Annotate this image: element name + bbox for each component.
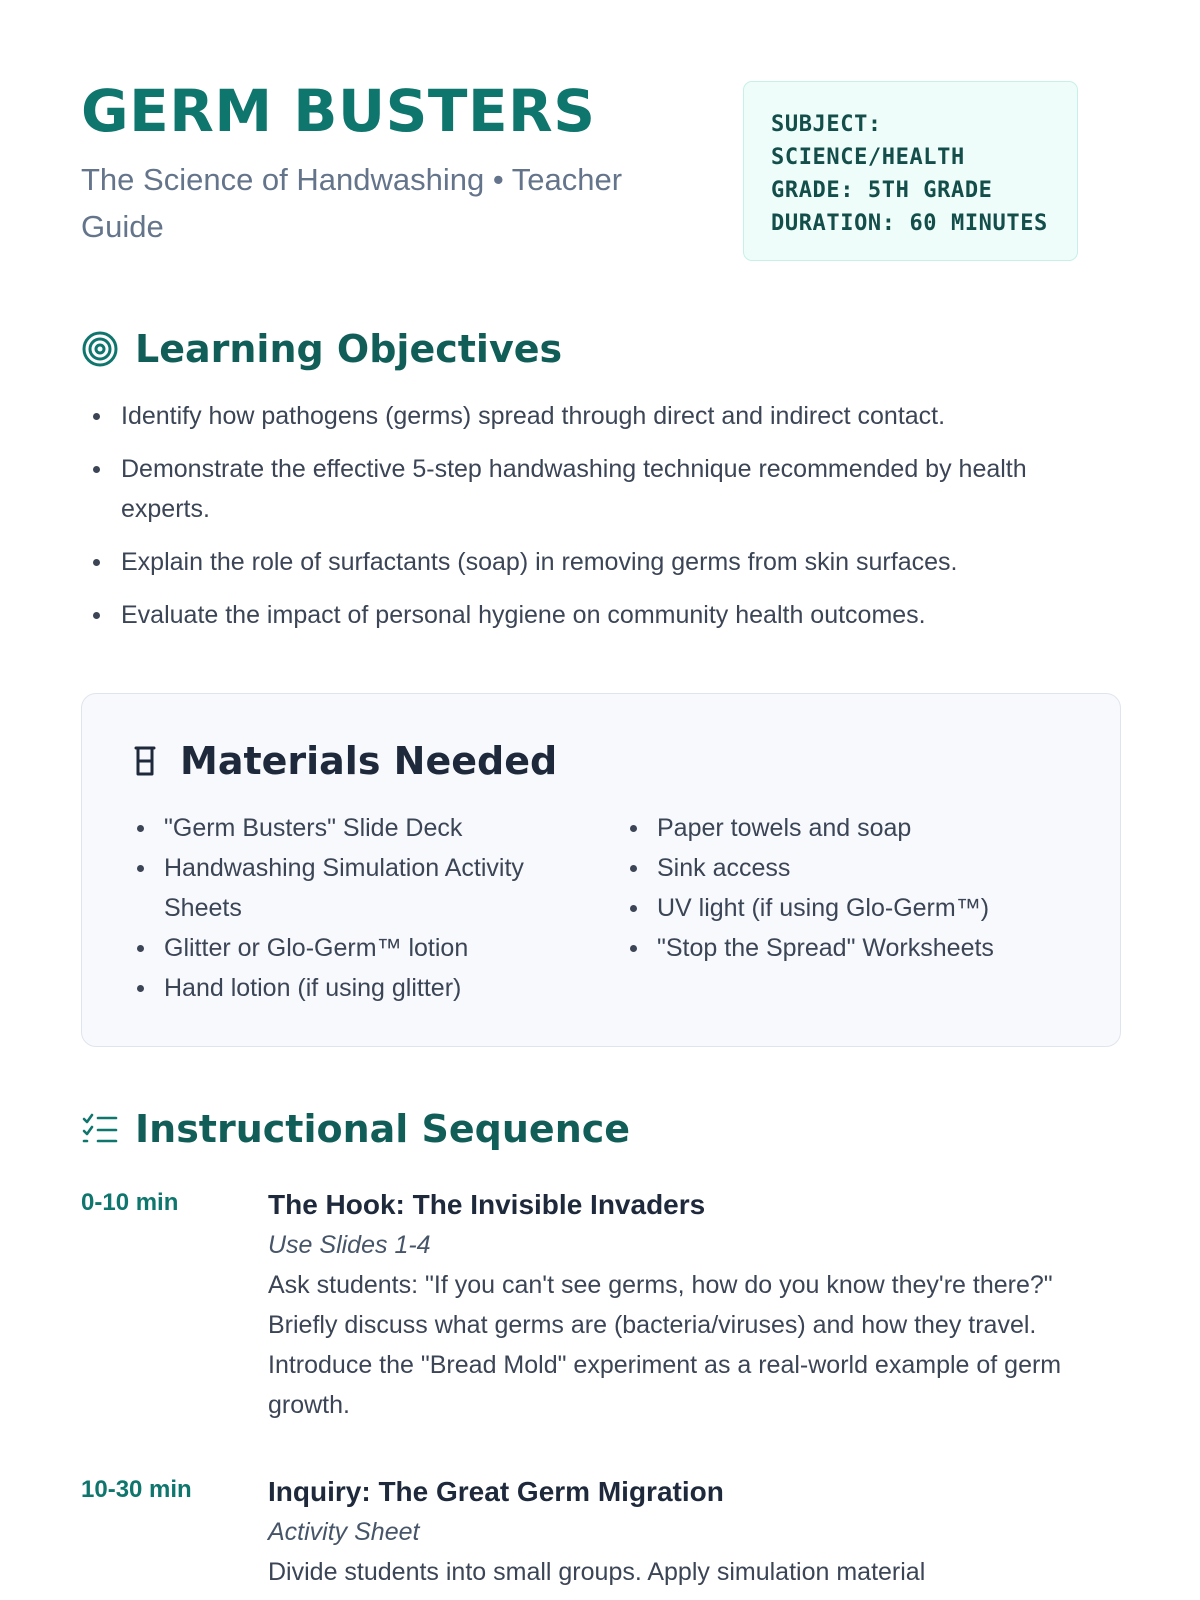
step-title: Inquiry: The Great Germ Migration [268,1476,724,1507]
step-body [268,1185,1118,1425]
material-item: Paper towels and soap [615,808,1075,848]
material-item: Sink access [615,848,1075,888]
materials-list-right [615,808,1075,968]
lesson-page [81,0,1121,1586]
lesson-meta-box [743,81,1078,261]
sequence-heading-label: Instructional Sequence [135,1107,631,1151]
material-item: "Stop the Spread" Worksheets [615,928,1075,968]
objectives-heading-label: Learning Objectives [135,327,563,371]
material-item: UV light (if using Glo-Germ™) [615,888,1075,928]
material-item: "Germ Busters" Slide Deck [122,808,562,848]
step-body [268,1472,1118,1592]
material-item: Glitter or Glo-Germ™ lotion [122,928,562,968]
step-time: 10-30 min [81,1476,192,1503]
materials-heading [126,739,558,783]
step-resource: Use Slides 1-4 [268,1231,431,1259]
meta-grade: GRADE: 5TH GRADE [771,178,993,203]
step-description: Divide students into small groups. Apply simulation material [268,1558,926,1586]
materials-list-left [122,808,562,1008]
material-item: Handwashing Simulation Activity Sheets [122,848,562,928]
page-header [81,0,1121,300]
page-subtitle: The Science of Handwashing • Teacher Guide [81,162,623,244]
objective-item: Demonstrate the effective 5-step handwashing technique recommended by health experts. [81,449,1101,529]
page-title: GERM BUSTERS [81,77,596,145]
meta-duration: DURATION: 60 MINUTES [771,211,1048,236]
target-icon [81,330,119,368]
objective-item: Explain the role of surfactants (soap) in removing germs from skin surfaces. [81,542,1101,582]
objectives-heading [81,327,563,371]
materials-heading-label: Materials Needed [180,739,558,783]
objectives-list [81,396,1101,648]
step-title: The Hook: The Invisible Invaders [268,1189,706,1220]
materials-panel [81,693,1121,1047]
step-time: 0-10 min [81,1189,179,1216]
step-resource: Activity Sheet [268,1518,420,1546]
objective-item: Evaluate the impact of personal hygiene on community health outcomes. [81,595,1101,635]
step-description: Ask students: "If you can't see germs, how do you know they're there?" Briefly discuss what germs are (bacteria/viruses) and how they travel. Introduce the "Bread Mold" experiment as a real-world example of germ growth. [268,1271,1062,1419]
material-item: Hand lotion (if using glitter) [122,968,562,1008]
meta-subject: SUBJECT: SCIENCE/HEALTH [771,112,965,170]
sequence-heading [81,1107,631,1151]
objective-item: Identify how pathogens (germs) spread through direct and indirect contact. [81,396,1101,436]
checklist-icon [81,1110,119,1148]
beaker-icon [126,742,164,780]
